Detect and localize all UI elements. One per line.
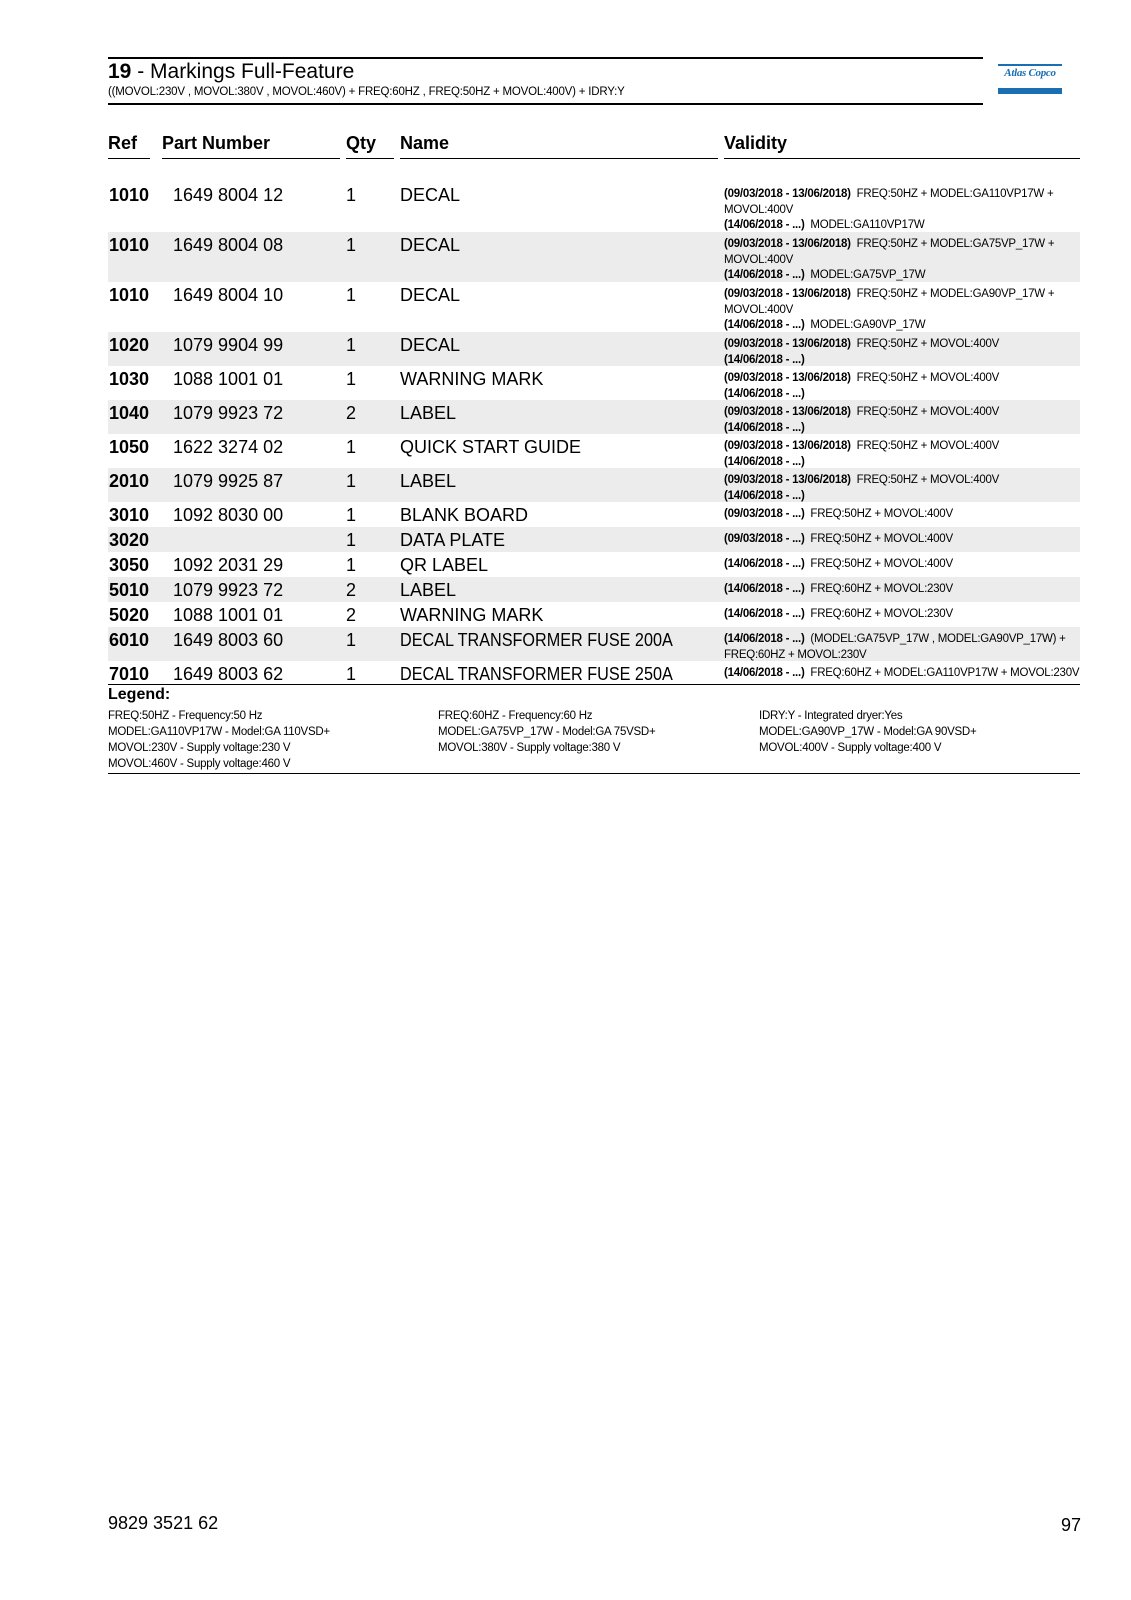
validity-date: (14/06/2018 - ...)	[724, 558, 805, 570]
legend-entry: MODEL:GA75VP_17W - Model:GA 75VSD+	[438, 726, 656, 738]
qty-cell: 1	[346, 335, 357, 355]
validity-cell	[724, 371, 1084, 402]
validity-condition: MODEL:GA90VP_17W	[810, 319, 926, 331]
ref-cell: 6010	[109, 630, 150, 650]
validity-condition: FREQ:50HZ + MOVOL:400V	[856, 440, 1000, 452]
ref-cell: 2010	[109, 471, 150, 491]
name-cell: DECAL	[400, 185, 461, 205]
legend-entry: MOVOL:380V - Supply voltage:380 V	[438, 742, 621, 754]
ref-cell: 1020	[109, 335, 150, 355]
name-cell: LABEL	[400, 403, 457, 423]
ref-cell: 1030	[109, 369, 150, 389]
validity-date: (14/06/2018 - ...)	[724, 489, 805, 502]
validity-date: (09/03/2018 - 13/06/2018)	[724, 338, 851, 350]
qty-cell: 1	[346, 630, 357, 650]
table-row	[108, 366, 1080, 400]
logo-bar-bottom	[998, 88, 1062, 94]
ref-cell: 1010	[109, 285, 150, 305]
header-rule-name	[400, 158, 718, 159]
qty-cell: 1	[346, 505, 357, 525]
validity-condition: FREQ:50HZ + MOVOL:400V	[810, 508, 953, 520]
validity-cell	[724, 607, 1084, 623]
validity-cell	[724, 632, 1084, 663]
table-row	[108, 577, 1080, 602]
name-cell: LABEL	[400, 580, 457, 600]
qty-cell: 1	[346, 235, 357, 255]
validity-date: (14/06/2018 - ...)	[724, 387, 805, 400]
validity-line	[724, 203, 1084, 219]
validity-date: (14/06/2018 - ...)	[724, 667, 805, 679]
table-row	[108, 552, 1080, 577]
part-number-cell: 1649 8003 62	[173, 664, 284, 684]
name-cell: LABEL	[400, 471, 457, 491]
section-condition: ((MOVOL:230V , MOVOL:380V , MOVOL:460V) + FREQ:60HZ , FREQ:50HZ + MOVOL:400V) + IDRY:Y	[108, 86, 625, 98]
validity-condition: FREQ:60HZ + MOVOL:230V	[810, 608, 953, 620]
validity-line	[724, 557, 1084, 573]
table-row	[108, 502, 1080, 527]
page-number: 97	[1060, 1515, 1081, 1535]
validity-cell	[724, 557, 1084, 573]
validity-condition: FREQ:50HZ + MOVOL:400V	[856, 474, 1000, 486]
ref-cell: 1010	[109, 235, 150, 255]
validity-date: (09/03/2018 - 13/06/2018)	[724, 188, 851, 200]
validity-condition: MOVOL:400V	[724, 253, 794, 266]
validity-condition: MODEL:GA110VP17W	[810, 219, 925, 231]
validity-line	[724, 439, 1084, 455]
validity-date: (09/03/2018 - ...)	[724, 508, 805, 520]
validity-cell	[724, 237, 1084, 284]
validity-date: (14/06/2018 - ...)	[724, 421, 805, 434]
table-row	[108, 627, 1080, 661]
validity-condition: FREQ:50HZ + MOVOL:400V	[856, 372, 1000, 384]
ref-cell: 3010	[109, 505, 150, 525]
qty-cell: 2	[346, 580, 357, 600]
validity-line	[724, 253, 1084, 269]
section-title: - Markings Full-Feature	[131, 60, 355, 83]
table-row	[108, 434, 1080, 468]
part-number-cell: 1649 8004 08	[173, 235, 284, 255]
validity-date: (14/06/2018 - ...)	[724, 319, 805, 331]
table-row	[108, 332, 1080, 366]
validity-line	[724, 607, 1084, 623]
validity-condition: FREQ:50HZ + MODEL:GA75VP_17W +	[856, 238, 1055, 250]
header-rule-qty	[346, 158, 394, 159]
header-rule-validity	[724, 158, 1080, 159]
section-number: 19	[108, 60, 132, 83]
validity-line	[724, 666, 1084, 682]
validity-date: (14/06/2018 - ...)	[724, 219, 805, 231]
validity-condition: FREQ:50HZ + MOVOL:400V	[810, 558, 953, 570]
validity-line	[724, 371, 1084, 387]
validity-condition: FREQ:60HZ + MOVOL:230V	[724, 648, 867, 661]
qty-cell: 1	[346, 664, 357, 684]
validity-condition: FREQ:60HZ + MOVOL:230V	[810, 583, 953, 595]
name-cell: DECAL TRANSFORMER FUSE 200A	[400, 630, 673, 650]
validity-date: (09/03/2018 - 13/06/2018)	[724, 406, 851, 418]
part-number-cell: 1092 8030 00	[173, 505, 284, 525]
validity-condition: MOVOL:400V	[724, 203, 794, 216]
validity-date: (09/03/2018 - 13/06/2018)	[724, 474, 851, 486]
validity-condition: FREQ:50HZ + MOVOL:400V	[810, 533, 953, 545]
column-header-name: Name	[400, 133, 450, 153]
qty-cell: 1	[346, 555, 357, 575]
validity-condition: FREQ:50HZ + MODEL:GA110VP17W +	[856, 188, 1054, 200]
part-number-cell: 1092 2031 29	[173, 555, 284, 575]
validity-line	[724, 237, 1084, 253]
table-row	[108, 468, 1080, 502]
validity-condition: MODEL:GA75VP_17W	[810, 269, 926, 281]
page-title	[108, 60, 354, 84]
table-bottom-rule	[108, 684, 1080, 685]
legend-column-3	[759, 708, 976, 756]
qty-cell: 1	[346, 285, 357, 305]
validity-cell	[724, 187, 1084, 234]
validity-line	[724, 507, 1084, 523]
table-row	[108, 232, 1080, 282]
ref-cell: 1040	[109, 403, 150, 423]
validity-date: (09/03/2018 - 13/06/2018)	[724, 238, 851, 250]
qty-cell: 1	[346, 471, 357, 491]
validity-date: (09/03/2018 - 13/06/2018)	[724, 440, 851, 452]
validity-condition: FREQ:50HZ + MOVOL:400V	[856, 406, 1000, 418]
legend-entry: MODEL:GA90VP_17W - Model:GA 90VSD+	[759, 726, 977, 738]
name-cell: DECAL	[400, 285, 461, 305]
table-row	[108, 282, 1080, 332]
logo-bar-top	[998, 64, 1062, 66]
qty-cell: 1	[346, 530, 357, 550]
validity-line	[724, 532, 1084, 548]
column-header-qty: Qty	[346, 133, 377, 153]
ref-cell: 7010	[109, 664, 150, 684]
legend-entry: MOVOL:460V - Supply voltage:460 V	[108, 758, 291, 770]
validity-cell	[724, 405, 1084, 436]
title-rule-top	[108, 57, 983, 59]
validity-date: (14/06/2018 - ...)	[724, 633, 805, 645]
name-cell: DECAL	[400, 335, 461, 355]
legend-entry: FREQ:50HZ - Frequency:50 Hz	[108, 710, 263, 722]
ref-cell: 1050	[109, 437, 150, 457]
ref-cell: 1010	[109, 185, 150, 205]
part-number-cell: 1649 8004 10	[173, 285, 284, 305]
header-rule-ref	[108, 158, 150, 159]
qty-cell: 2	[346, 403, 357, 423]
validity-line	[724, 582, 1084, 598]
part-number-cell: 1079 9925 87	[173, 471, 284, 491]
column-header-ref: Ref	[108, 133, 138, 153]
validity-line	[724, 473, 1084, 489]
validity-cell	[724, 337, 1084, 368]
validity-line	[724, 303, 1084, 319]
part-number-cell: 1079 9923 72	[173, 580, 284, 600]
part-number-cell: 1649 8003 60	[173, 630, 284, 650]
table-row	[108, 182, 1080, 232]
validity-cell	[724, 439, 1084, 470]
name-cell: WARNING MARK	[400, 605, 544, 625]
legend-column-2	[438, 708, 655, 756]
validity-date: (14/06/2018 - ...)	[724, 583, 805, 595]
validity-line	[724, 187, 1084, 203]
ref-cell: 5010	[109, 580, 150, 600]
ref-cell: 5020	[109, 605, 150, 625]
legend-entry: MOVOL:230V - Supply voltage:230 V	[108, 742, 291, 754]
validity-cell	[724, 507, 1084, 523]
validity-cell	[724, 473, 1084, 504]
qty-cell: 2	[346, 605, 357, 625]
title-rule-bottom	[108, 103, 983, 105]
logo-text: Atlas Copco	[1004, 67, 1056, 79]
legend-entry: IDRY:Y - Integrated dryer:Yes	[759, 710, 903, 722]
document-number: 9829 3521 62	[108, 1513, 219, 1533]
legend-entry: MODEL:GA110VP17W - Model:GA 110VSD+	[108, 726, 330, 738]
part-number-cell: 1079 9904 99	[173, 335, 284, 355]
validity-line	[724, 337, 1084, 353]
validity-date: (14/06/2018 - ...)	[724, 269, 805, 281]
part-number-cell: 1079 9923 72	[173, 403, 284, 423]
qty-cell: 1	[346, 369, 357, 389]
ref-cell: 3020	[109, 530, 150, 550]
validity-condition: FREQ:60HZ + MODEL:GA110VP17W + MOVOL:230V	[810, 667, 1080, 679]
atlas-copco-logo	[998, 64, 1062, 94]
legend-entry: FREQ:60HZ - Frequency:60 Hz	[438, 710, 593, 722]
header-rule-part-number	[162, 158, 340, 159]
name-cell: DATA PLATE	[400, 530, 506, 550]
validity-date: (14/06/2018 - ...)	[724, 353, 805, 366]
qty-cell: 1	[346, 437, 357, 457]
validity-condition: FREQ:50HZ + MOVOL:400V	[856, 338, 1000, 350]
ref-cell: 3050	[109, 555, 150, 575]
validity-date: (09/03/2018 - 13/06/2018)	[724, 372, 851, 384]
name-cell: DECAL	[400, 235, 461, 255]
part-number-cell: 1088 1001 01	[173, 369, 284, 389]
table-row	[108, 602, 1080, 627]
table-row	[108, 527, 1080, 552]
name-cell: WARNING MARK	[400, 369, 544, 389]
validity-date: (14/06/2018 - ...)	[724, 455, 805, 468]
validity-date: (09/03/2018 - ...)	[724, 533, 805, 545]
name-cell: QUICK START GUIDE	[400, 437, 582, 457]
legend-bottom-rule	[108, 773, 1080, 774]
name-cell: DECAL TRANSFORMER FUSE 250A	[400, 664, 673, 684]
part-number-cell: 1649 8004 12	[173, 185, 284, 205]
part-number-cell: 1088 1001 01	[173, 605, 284, 625]
part-number-cell: 1622 3274 02	[173, 437, 284, 457]
validity-date: (09/03/2018 - 13/06/2018)	[724, 288, 851, 300]
validity-condition: FREQ:50HZ + MODEL:GA90VP_17W +	[856, 288, 1055, 300]
validity-condition: MOVOL:400V	[724, 303, 794, 316]
validity-condition: (MODEL:GA75VP_17W , MODEL:GA90VP_17W) +	[810, 633, 1066, 645]
validity-cell	[724, 582, 1084, 598]
legend-column-1	[108, 708, 330, 772]
validity-line	[724, 632, 1084, 648]
name-cell: BLANK BOARD	[400, 505, 529, 525]
legend-title: Legend:	[108, 686, 171, 703]
validity-cell	[724, 666, 1084, 682]
validity-line	[724, 405, 1084, 421]
name-cell: QR LABEL	[400, 555, 489, 575]
qty-cell: 1	[346, 185, 357, 205]
validity-cell	[724, 532, 1084, 548]
validity-line	[724, 287, 1084, 303]
validity-cell	[724, 287, 1084, 334]
legend-entry: MOVOL:400V - Supply voltage:400 V	[759, 742, 942, 754]
validity-date: (14/06/2018 - ...)	[724, 608, 805, 620]
column-header-part-number: Part Number	[162, 133, 271, 153]
table-row	[108, 661, 1080, 684]
column-header-validity: Validity	[724, 133, 788, 153]
table-row	[108, 400, 1080, 434]
